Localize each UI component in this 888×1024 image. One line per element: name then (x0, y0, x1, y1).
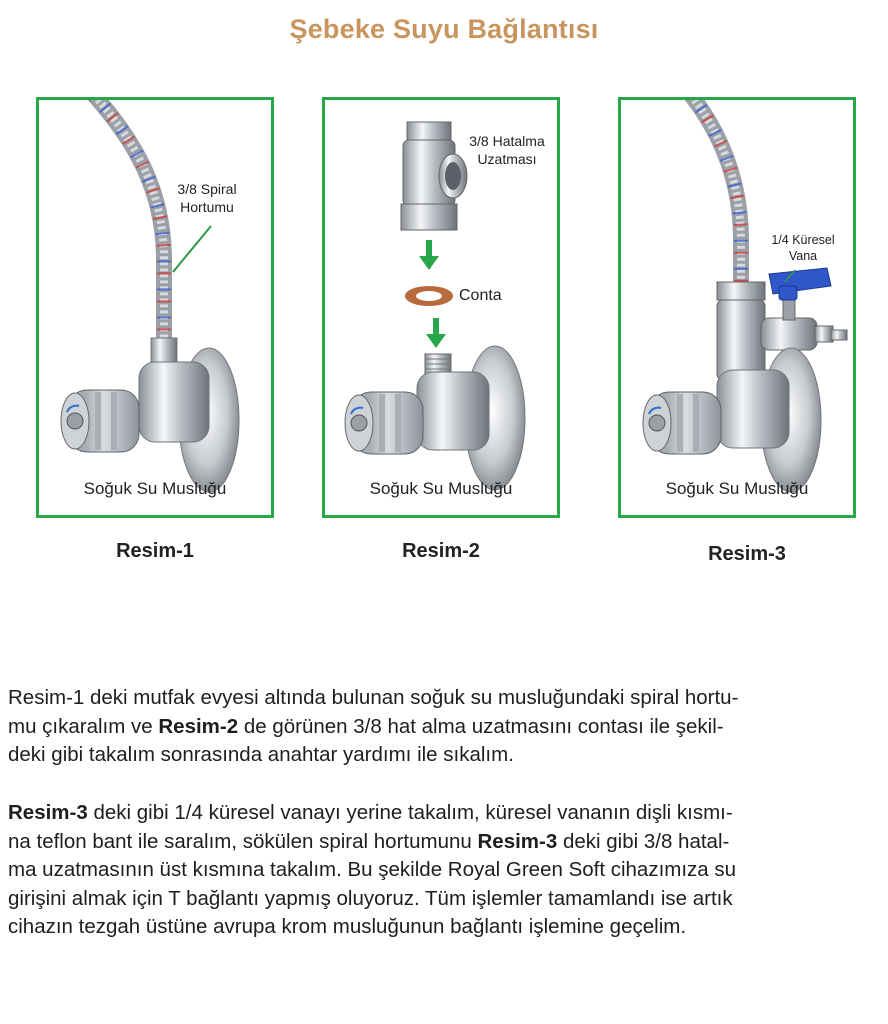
resim-3-label: Resim-3 (708, 543, 786, 565)
para1-line3: deki gibi takalım sonrasında anahtar yardımı ile sıkalım. (8, 743, 514, 766)
spiral-hose-label (157, 180, 257, 216)
resim-2-label: Resim-2 (402, 540, 480, 562)
panel-resim-1 (36, 97, 274, 518)
instruction-paragraph-1 (8, 684, 876, 770)
faucet-with-spiral-hose-illustration (39, 100, 271, 515)
para2-line2: na teflon bant ile saralım, sökülen spiral hortumunu Resim-3 deki gibi 3/8 hatal- (8, 829, 730, 853)
extension-label-line2: Uzatması (477, 151, 537, 167)
ball-valve-label (757, 232, 849, 264)
extension-label-line1: 3/8 Hatalma (469, 133, 545, 149)
ball-valve-label-line2: Vana (788, 249, 818, 263)
faucet-with-ball-valve-illustration (621, 100, 853, 515)
para2-line1: Resim-3 deki gibi 1/4 küresel vanayı yerine takalım, küresel vananın dişli kısmı- (8, 801, 733, 824)
spiral-hose-label-line2: Hortumu (180, 199, 234, 215)
para2-line5: cihazın tezgah üstüne avrupa krom musluğunun bağlantı işlemine geçelim. (8, 915, 687, 938)
spiral-hose-label-line1: 3/8 Spiral (177, 181, 237, 197)
instruction-paragraph-2 (8, 799, 876, 942)
panel-caption: Soğuk Su Musluğu (369, 479, 513, 498)
extension-label (453, 132, 560, 168)
para1-line1: Resim-1 deki mutfak evyesi altında bulunan soğuk su musluğundaki spiral hortu- (8, 686, 739, 709)
ball-valve-label-line1: 1/4 Küresel (771, 233, 835, 247)
gasket-label: Conta (459, 287, 502, 304)
panel-resim-2 (322, 97, 560, 518)
para2-line3: ma uzatmasının üst kısmına takalım. Bu şekilde Royal Green Soft cihazımıza su (8, 858, 737, 881)
panel-caption: Soğuk Su Musluğu (665, 479, 809, 498)
panel-caption: Soğuk Su Musluğu (83, 479, 227, 498)
panel-resim-3 (618, 97, 856, 518)
page-title: Şebeke Suyu Bağlantısı (289, 14, 599, 44)
para2-line4: girişini almak için T bağlantı yapmış oluyoruz. Tüm işlemler tamamlandı ise artık (8, 886, 733, 910)
para1-line2: mu çıkaralım ve Resim-2 de görünen 3/8 hat alma uzatmasını contası ile şekil- (8, 714, 724, 738)
resim-1-label: Resim-1 (116, 540, 194, 562)
